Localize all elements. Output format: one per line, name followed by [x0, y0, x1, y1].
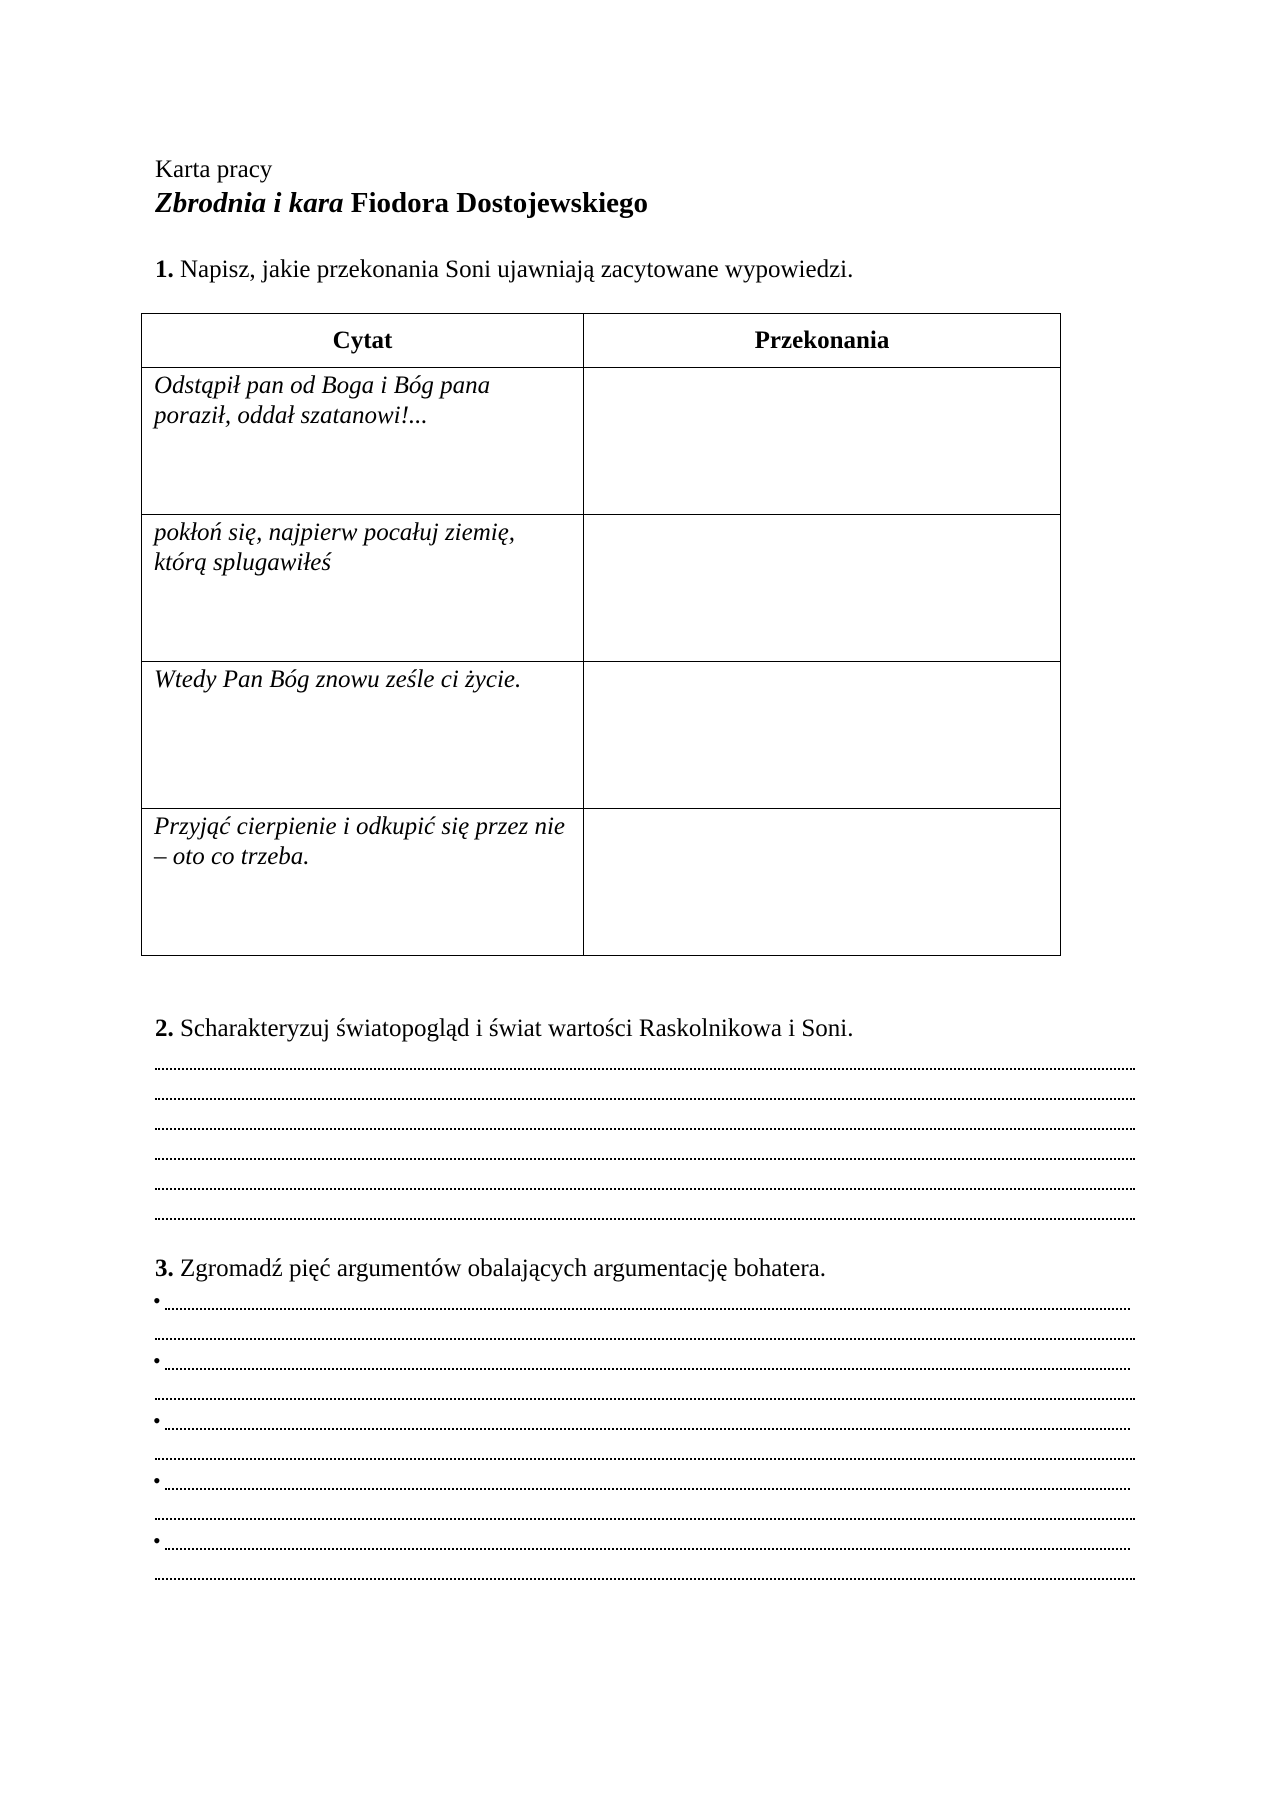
dotted-line — [165, 1428, 1130, 1430]
bullet-icon: • — [153, 1288, 161, 1313]
task-3-answer-area — [155, 1286, 1135, 1586]
table-row — [142, 809, 1061, 956]
answer-line[interactable] — [155, 1496, 1135, 1526]
column-header-beliefs: Przekonania — [584, 314, 1061, 368]
answer-line[interactable] — [155, 1076, 1135, 1106]
task-1-number: 1. — [155, 256, 174, 283]
answer-line[interactable] — [155, 1436, 1135, 1466]
book-title: Zbrodnia i kara — [155, 187, 344, 219]
answer-line[interactable] — [155, 1196, 1135, 1226]
author-name: Fiodora Dostojewskiego — [343, 187, 649, 219]
answer-line[interactable] — [155, 1106, 1135, 1136]
dotted-line — [155, 1128, 1135, 1130]
dotted-line — [155, 1458, 1135, 1460]
dotted-line — [155, 1188, 1135, 1190]
dotted-line — [165, 1548, 1130, 1550]
table-row — [142, 368, 1061, 515]
bullet-answer-line[interactable] — [155, 1286, 1135, 1316]
bullet-answer-line[interactable] — [155, 1466, 1135, 1496]
answer-line[interactable] — [155, 1556, 1135, 1586]
worksheet-label: Karta pracy — [155, 156, 273, 183]
quote-text: Odstąpił pan od Boga i Bóg pana poraził, oddał szatanowi!... — [154, 372, 491, 429]
dotted-line — [165, 1488, 1130, 1490]
task-2-number: 2. — [155, 1015, 174, 1042]
quote-cell — [142, 809, 584, 956]
answer-cell[interactable] — [584, 809, 1061, 956]
bullet-icon: • — [153, 1468, 161, 1493]
bullet-icon: • — [153, 1408, 161, 1433]
quote-cell — [142, 662, 584, 809]
task-1-text: Napisz, jakie przekonania Soni ujawniają zacytowane wypowiedzi. — [173, 256, 854, 283]
task-1-prompt — [155, 255, 853, 285]
dotted-line — [155, 1398, 1135, 1400]
dotted-line — [155, 1098, 1135, 1100]
quote-cell — [142, 368, 584, 515]
task-3-prompt — [155, 1254, 826, 1284]
dotted-line — [165, 1368, 1130, 1370]
quote-cell — [142, 515, 584, 662]
quotes-table — [141, 313, 1061, 956]
task-3-number: 3. — [155, 1255, 174, 1282]
task-2-prompt — [155, 1014, 854, 1044]
answer-cell[interactable] — [584, 515, 1061, 662]
dotted-line — [155, 1158, 1135, 1160]
answer-line[interactable] — [155, 1166, 1135, 1196]
dotted-line — [155, 1068, 1135, 1070]
dotted-line — [155, 1338, 1135, 1340]
table-row — [142, 515, 1061, 662]
dotted-line — [155, 1218, 1135, 1220]
answer-line[interactable] — [155, 1136, 1135, 1166]
dotted-line — [155, 1578, 1135, 1580]
table-row — [142, 662, 1061, 809]
bullet-answer-line[interactable] — [155, 1526, 1135, 1556]
dotted-line — [165, 1308, 1130, 1310]
dotted-line — [155, 1518, 1135, 1520]
table-header-row — [142, 314, 1061, 368]
worksheet-title — [155, 186, 648, 220]
bullet-answer-line[interactable] — [155, 1406, 1135, 1436]
answer-cell[interactable] — [584, 368, 1061, 515]
bullet-icon: • — [153, 1528, 161, 1553]
task-2-text: Scharakteryzuj światopogląd i świat wartości Raskolnikowa i Soni. — [173, 1015, 854, 1042]
answer-line[interactable] — [155, 1046, 1135, 1076]
quote-text: Wtedy Pan Bóg znowu ześle ci życie. — [154, 666, 522, 693]
quote-text: pokłoń się, najpierw pocałuj ziemię, którą splugawiłeś — [154, 519, 516, 576]
answer-line[interactable] — [155, 1376, 1135, 1406]
quote-text: Przyjąć cierpienie i odkupić się przez nie – oto co trzeba. — [154, 813, 565, 870]
answer-line[interactable] — [155, 1316, 1135, 1346]
bullet-answer-line[interactable] — [155, 1346, 1135, 1376]
task-3-text: Zgromadź pięć argumentów obalających argumentację bohatera. — [173, 1255, 827, 1282]
column-header-quote: Cytat — [142, 314, 584, 368]
answer-cell[interactable] — [584, 662, 1061, 809]
bullet-icon: • — [153, 1348, 161, 1373]
task-2-answer-area — [155, 1046, 1135, 1226]
